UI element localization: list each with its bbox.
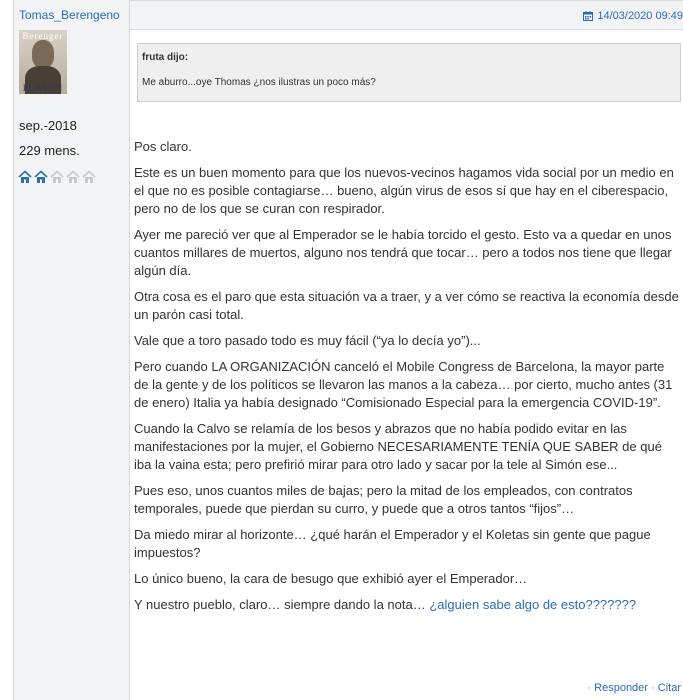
author-profile-panel	[14, 0, 130, 700]
post-paragraph: Otra cosa es el paro que esta situación va a traer, y a ver cómo se reactiva la economía desde un parón casi total.	[134, 289, 679, 322]
separator: ·	[587, 682, 592, 694]
house-icon	[50, 170, 64, 184]
post-paragraph: Vale que a toro pasado todo es muy fácil (“ya lo decía yo”)...	[134, 333, 481, 348]
last-paragraph-text: Y nuestro pueblo, claro… siempre dando la nota…	[134, 597, 426, 612]
author-post-count: 229 mens.	[19, 143, 80, 158]
author-joined-date: sep.-2018	[19, 118, 77, 133]
avatar-caption-top: Berenger	[22, 31, 64, 41]
post-paragraph: Este es un buen momento para que los nuevos-vecinos hagamos vida social por un medio en el que no es posible contagiarse… bueno, algún virus de esos sí que hay en el ciberespacio, pero no de los que se curan con respirador.	[134, 165, 674, 216]
author-rank	[18, 170, 96, 184]
quote-author[interactable]: fruta dijo:	[142, 52, 189, 63]
post-paragraph: Lo único bueno, la cara de besugo que exhibió ayer el Emperador…	[134, 571, 528, 586]
post-paragraph: Pues eso, unos cuantos miles de bajas; pero la mitad de los empleados, con contratos temporales, puede que pierdan su curro, y puede que a otros tantos “fijos”…	[134, 483, 633, 516]
post-paragraph: Da miedo mirar al horizonte… ¿qué harán el Emperador y el Koletas sin gente que pague impuestos?	[134, 527, 651, 560]
house-icon	[18, 170, 32, 184]
post-date[interactable]	[583, 10, 683, 22]
post-header	[130, 0, 683, 30]
post-paragraph: Cuando la Calvo se relamía de los besos y abrazos que no había podido evitar en las manifestaciones por la mujer, el Gobierno NECESARIAMENTE TENÍA QUE SABER de qué iba la vaina esta; pero prefirió mirar para otro lado y sacar por la tele al Simón ese...	[134, 421, 662, 472]
post-paragraph: Pero cuando LA ORGANIZACIÓN canceló el Mobile Congress de Barcelona, la mayor parte de la gente y de los políticos se llevaron las manos a la cabeza… por cierto, mucho antes (31 de enero) Italia ya había designado “Comisionado Especial para la emergencia COVID-19”.	[134, 359, 673, 410]
separator: ·	[651, 682, 655, 694]
house-icon	[34, 170, 48, 184]
post-date-text: 14/03/2020 09:49	[597, 10, 683, 22]
quote-link[interactable]: Citar	[657, 682, 681, 694]
quote-block	[137, 43, 681, 102]
post-actions	[587, 682, 681, 694]
inline-link[interactable]: ¿alguien sabe algo de esto???????	[429, 597, 637, 612]
avatar-caption-bottom: PLATON	[22, 83, 64, 93]
author-username[interactable]: Tomas_Berengeno	[19, 8, 120, 22]
post-paragraph: Ayer me pareció ver que al Emperador se le había torcido el gesto. Esto va a quedar en unos cuantos millares de muertos, alguno nos tendrá que tocar… pero a todos nos tiene que llegar algún día.	[134, 227, 672, 278]
post-paragraph-last	[134, 596, 682, 614]
reply-link[interactable]: Responder	[594, 682, 648, 694]
house-icon	[66, 170, 80, 184]
quote-text: Me aburro...oye Thomas ¿nos ilustras un poco más?	[142, 77, 376, 88]
house-icon	[82, 170, 96, 184]
avatar-face	[32, 40, 54, 68]
post-body	[134, 138, 682, 622]
post-content-area	[130, 0, 683, 700]
author-avatar[interactable]	[19, 30, 67, 94]
calendar-icon	[583, 11, 593, 21]
post-paragraph: Pos claro.	[134, 139, 192, 154]
